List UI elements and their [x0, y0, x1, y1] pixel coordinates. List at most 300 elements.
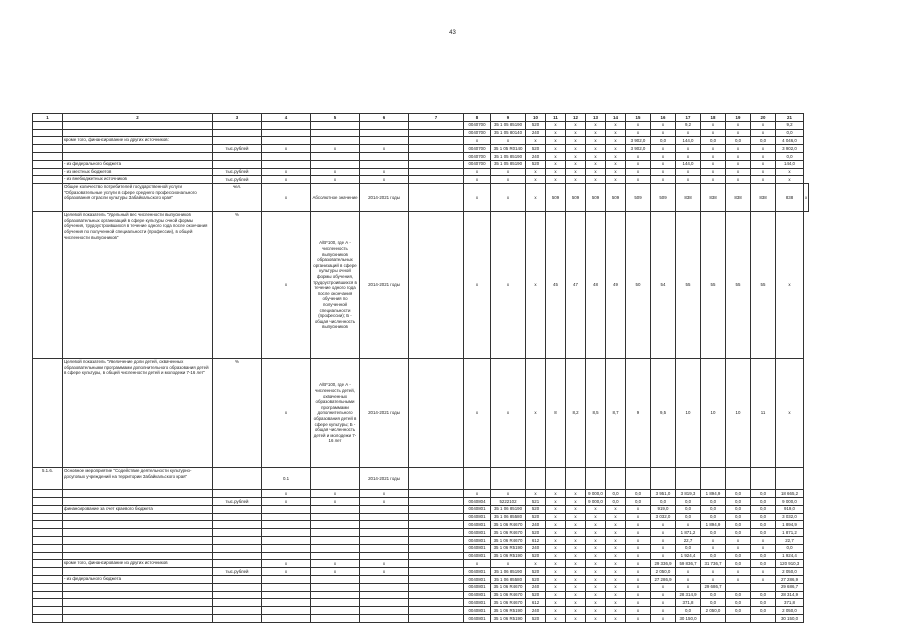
- value-cell: 0,0: [626, 497, 651, 505]
- value-cell: 3 819,3: [676, 490, 701, 498]
- column-number-header: 3: [213, 114, 262, 122]
- value-cell: 8: [546, 359, 566, 468]
- value-cell: 9,5: [651, 359, 676, 468]
- value-cell: 55: [726, 212, 751, 359]
- table-cell: [409, 560, 464, 568]
- value-cell: x: [676, 145, 701, 153]
- value-cell: 28 314,9: [776, 591, 804, 599]
- value-cell: x: [651, 521, 676, 529]
- row-number-cell: [33, 121, 63, 129]
- value-cell: 919,0: [651, 505, 676, 513]
- value-cell: x: [526, 168, 546, 176]
- value-cell: 509: [651, 184, 676, 212]
- value-cell: 0,0: [701, 137, 726, 145]
- value-cell: 120 910,3: [776, 560, 804, 568]
- value-cell: x: [606, 544, 626, 552]
- value-cell: 520: [526, 591, 546, 599]
- value-cell: 0,0: [676, 505, 701, 513]
- table-cell: x: [311, 145, 360, 153]
- column-number-header: 18: [701, 114, 726, 122]
- value-cell: x: [626, 583, 651, 591]
- value-cell: x: [804, 184, 809, 212]
- value-cell: 0040801: [464, 544, 491, 552]
- value-cell: x: [676, 583, 701, 591]
- row-number-cell: [33, 521, 63, 529]
- value-cell: 29 686,7: [776, 583, 804, 591]
- value-cell: [701, 614, 726, 622]
- table-cell: [262, 599, 311, 607]
- table-cell: [409, 544, 464, 552]
- value-cell: x: [651, 121, 676, 129]
- value-cell: 838: [776, 184, 804, 212]
- table-cell: [546, 468, 566, 490]
- value-cell: x: [586, 513, 606, 521]
- value-cell: 0,0: [751, 490, 776, 498]
- value-cell: x: [606, 599, 626, 607]
- value-cell: 0,0: [726, 560, 751, 568]
- value-cell: x: [586, 137, 606, 145]
- value-cell: 5222102: [491, 497, 526, 505]
- value-cell: 8,2: [566, 359, 586, 468]
- value-cell: x: [586, 160, 606, 168]
- value-cell: 0040700: [464, 160, 491, 168]
- value-cell: x: [566, 168, 586, 176]
- row-number-cell: [33, 607, 63, 615]
- value-cell: x: [526, 176, 546, 184]
- value-cell: x: [606, 121, 626, 129]
- table-cell: [213, 591, 262, 599]
- value-cell: x: [651, 614, 676, 622]
- value-cell: x: [546, 129, 566, 137]
- value-cell: 0040801: [464, 552, 491, 560]
- value-cell: x: [676, 575, 701, 583]
- row-number-cell: [33, 497, 63, 505]
- column-number-header: 1: [33, 114, 63, 122]
- value-cell: x: [606, 160, 626, 168]
- value-cell: x: [491, 212, 526, 359]
- value-cell: 27 286,9: [776, 575, 804, 583]
- finance-row: [33, 536, 809, 544]
- table-cell: [360, 536, 409, 544]
- value-cell: x: [606, 607, 626, 615]
- value-cell: x: [676, 152, 701, 160]
- row-number-cell: [33, 614, 63, 622]
- value-cell: x: [751, 145, 776, 153]
- value-cell: 0,0: [701, 529, 726, 537]
- value-cell: 3 032,0: [651, 513, 676, 521]
- value-cell: 1 894,9: [701, 490, 726, 498]
- item-name-cell: [63, 599, 213, 607]
- value-cell: 0,0: [751, 497, 776, 505]
- value-cell: 0040801: [464, 575, 491, 583]
- unit-cell: %: [213, 212, 262, 359]
- value-cell: 144,0: [676, 137, 701, 145]
- table-cell: x: [311, 168, 360, 176]
- value-cell: x: [751, 129, 776, 137]
- value-cell: 1 871,2: [776, 529, 804, 537]
- table-cell: [262, 521, 311, 529]
- value-cell: x: [726, 575, 751, 583]
- table-cell: [311, 607, 360, 615]
- value-cell: 144,0: [676, 160, 701, 168]
- value-cell: x: [606, 591, 626, 599]
- table-cell: [311, 468, 360, 490]
- value-cell: x: [546, 152, 566, 160]
- value-cell: x: [651, 599, 676, 607]
- value-cell: x: [701, 145, 726, 153]
- value-cell: 0,0: [751, 607, 776, 615]
- table-cell: x: [360, 568, 409, 576]
- table-cell: [262, 552, 311, 560]
- table-cell: тыс.рублей: [213, 145, 262, 153]
- value-cell: 0,0: [726, 599, 751, 607]
- finance-row: [33, 152, 809, 160]
- table-cell: [409, 490, 464, 498]
- table-cell: [262, 591, 311, 599]
- column-number-header: 6: [360, 114, 409, 122]
- finance-row: [33, 568, 809, 576]
- value-cell: 35 1 05 R0140: [491, 145, 526, 153]
- table-cell: [213, 599, 262, 607]
- value-cell: x: [726, 121, 751, 129]
- value-cell: x: [566, 552, 586, 560]
- table-cell: [213, 490, 262, 498]
- value-cell: x: [651, 536, 676, 544]
- value-cell: 10: [701, 359, 726, 468]
- value-cell: x: [566, 160, 586, 168]
- value-cell: 9 000,0: [776, 497, 804, 505]
- table-cell: [311, 521, 360, 529]
- value-cell: x: [546, 176, 566, 184]
- value-cell: x: [586, 536, 606, 544]
- value-cell: x: [701, 536, 726, 544]
- item-name-cell: [63, 121, 213, 129]
- table-cell: [213, 137, 262, 145]
- table-cell: [262, 137, 311, 145]
- value-cell: x: [626, 568, 651, 576]
- table-cell: [213, 521, 262, 529]
- value-cell: x: [546, 513, 566, 521]
- finance-row: [33, 614, 809, 622]
- value-cell: x: [776, 359, 804, 468]
- row-number-cell: [33, 359, 63, 468]
- value-cell: x: [651, 160, 676, 168]
- value-cell: x: [566, 145, 586, 153]
- value-cell: 1 894,9: [701, 521, 726, 529]
- row-number-cell: [33, 505, 63, 513]
- table-cell: [213, 552, 262, 560]
- value-cell: 0,0: [726, 552, 751, 560]
- value-cell: x: [586, 591, 606, 599]
- value-cell: x: [651, 152, 676, 160]
- table-cell: [262, 583, 311, 591]
- value-cell: x: [566, 583, 586, 591]
- table-cell: [360, 529, 409, 537]
- table-cell: x: [360, 145, 409, 153]
- item-name-cell: [63, 536, 213, 544]
- value-cell: [751, 583, 776, 591]
- value-cell: 0,0: [751, 529, 776, 537]
- value-cell: x: [546, 137, 566, 145]
- value-cell: 0,0: [701, 552, 726, 560]
- value-cell: [726, 614, 751, 622]
- value-cell: 3 902,0: [626, 145, 651, 153]
- value-cell: x: [586, 583, 606, 591]
- value-cell: x: [776, 212, 804, 359]
- table-cell: [262, 505, 311, 513]
- value-cell: x: [606, 505, 626, 513]
- value-cell: x: [651, 145, 676, 153]
- value-cell: x: [586, 176, 606, 184]
- value-cell: x: [586, 614, 606, 622]
- value-cell: 29 336,9: [651, 560, 676, 568]
- value-cell: 0,0: [606, 490, 626, 498]
- value-cell: 59 836,7: [676, 560, 701, 568]
- value-cell: 35 1 06 R4670: [491, 529, 526, 537]
- row-number-cell: [33, 513, 63, 521]
- table-cell: [360, 552, 409, 560]
- table-cell: [311, 575, 360, 583]
- item-name-cell: кроме того, финансирование из других источников: [63, 560, 213, 568]
- table-cell: [213, 575, 262, 583]
- value-cell: 0,0: [676, 497, 701, 505]
- value-cell: x: [566, 129, 586, 137]
- table-cell: [409, 536, 464, 544]
- value-cell: 35 1 06 R4670: [491, 599, 526, 607]
- value-cell: 520: [526, 121, 546, 129]
- value-cell: x: [586, 521, 606, 529]
- value-cell: x: [566, 575, 586, 583]
- value-cell: x: [626, 614, 651, 622]
- value-cell: x: [726, 536, 751, 544]
- table-cell: [311, 583, 360, 591]
- table-cell: x: [360, 490, 409, 498]
- row-number-cell: [33, 184, 63, 212]
- finance-row: [33, 552, 809, 560]
- period-cell: 2014-2021 годы: [360, 468, 409, 490]
- value-cell: x: [586, 560, 606, 568]
- table-cell: тыс.рублей: [213, 168, 262, 176]
- value-cell: x: [491, 168, 526, 176]
- table-cell: x: [262, 359, 311, 468]
- value-cell: 48: [586, 212, 606, 359]
- value-cell: 240: [526, 607, 546, 615]
- finance-row: [33, 513, 809, 521]
- row-number-cell: [33, 137, 63, 145]
- value-cell: 29 686,7: [701, 583, 726, 591]
- formula-cell: A/B*100, где А - численность детей, охваченных образовательными программами дополнительного образования детей в сфере культуры; Б - общая численность детей и молодежи 7-16 лет: [311, 359, 360, 468]
- value-cell: 9 000,0: [586, 490, 606, 498]
- value-cell: x: [586, 568, 606, 576]
- value-cell: x: [626, 599, 651, 607]
- value-cell: 919,0: [776, 505, 804, 513]
- value-cell: 0,0: [776, 544, 804, 552]
- value-cell: 1 871,2: [676, 529, 701, 537]
- value-cell: [726, 583, 751, 591]
- row-number-cell: [33, 129, 63, 137]
- value-cell: x: [626, 607, 651, 615]
- value-cell: x: [526, 490, 546, 498]
- value-cell: 11: [751, 359, 776, 468]
- value-cell: x: [464, 176, 491, 184]
- value-cell: x: [566, 521, 586, 529]
- value-cell: x: [566, 490, 586, 498]
- value-cell: 838: [726, 184, 751, 212]
- row-number-cell: [33, 168, 63, 176]
- table-cell: x: [262, 568, 311, 576]
- value-cell: x: [606, 560, 626, 568]
- value-cell: x: [726, 568, 751, 576]
- table-cell: x: [360, 497, 409, 505]
- column-number-header: 19: [726, 114, 751, 122]
- value-cell: x: [726, 168, 751, 176]
- value-cell: x: [586, 168, 606, 176]
- value-cell: x: [491, 184, 526, 212]
- main-event-name-cell: Основное мероприятие "Содействие деятельности культурно-досуговых учреждений на территории Забайкальского края": [63, 468, 213, 490]
- table-cell: [311, 160, 360, 168]
- value-cell: 520: [526, 160, 546, 168]
- value-cell: x: [676, 176, 701, 184]
- table-cell: [409, 591, 464, 599]
- value-cell: 0,0: [751, 521, 776, 529]
- value-cell: x: [676, 521, 701, 529]
- value-cell: x: [776, 176, 804, 184]
- item-name-cell: [63, 583, 213, 591]
- value-cell: x: [626, 521, 651, 529]
- value-cell: x: [606, 583, 626, 591]
- value-cell: 49: [606, 212, 626, 359]
- budget-table: [32, 113, 809, 623]
- value-cell: 0040700: [464, 152, 491, 160]
- table-cell: [409, 152, 464, 160]
- table-cell: [262, 575, 311, 583]
- table-cell: [626, 468, 651, 490]
- value-cell: x: [751, 152, 776, 160]
- value-cell: x: [566, 513, 586, 521]
- value-cell: x: [651, 129, 676, 137]
- value-cell: 0,0: [651, 137, 676, 145]
- value-cell: x: [586, 121, 606, 129]
- column-number-header: 12: [566, 114, 586, 122]
- value-cell: 240: [526, 583, 546, 591]
- value-cell: 0,0: [701, 599, 726, 607]
- table-cell: x: [262, 145, 311, 153]
- table-cell: [409, 599, 464, 607]
- value-cell: 8,5: [586, 359, 606, 468]
- table-cell: [213, 529, 262, 537]
- value-cell: x: [606, 152, 626, 160]
- table-cell: тыс.рублей: [213, 497, 262, 505]
- table-cell: [360, 575, 409, 583]
- value-cell: x: [586, 599, 606, 607]
- value-cell: x: [546, 168, 566, 176]
- item-name-cell: [63, 152, 213, 160]
- table-cell: x: [311, 497, 360, 505]
- row-number-cell: [33, 176, 63, 184]
- value-cell: x: [464, 184, 491, 212]
- finance-row: [33, 529, 809, 537]
- table-cell: [360, 583, 409, 591]
- item-name-cell: [63, 145, 213, 153]
- table-cell: [262, 152, 311, 160]
- value-cell: 509: [606, 184, 626, 212]
- value-cell: 240: [526, 544, 546, 552]
- value-cell: x: [566, 614, 586, 622]
- value-cell: x: [606, 176, 626, 184]
- value-cell: x: [701, 129, 726, 137]
- column-number-header: 10: [526, 114, 546, 122]
- value-cell: x: [586, 145, 606, 153]
- value-cell: 520: [526, 505, 546, 513]
- value-cell: x: [776, 168, 804, 176]
- value-cell: 3 902,0: [776, 145, 804, 153]
- value-cell: x: [651, 591, 676, 599]
- value-cell: [751, 614, 776, 622]
- value-cell: x: [464, 560, 491, 568]
- value-cell: x: [566, 152, 586, 160]
- value-cell: x: [701, 575, 726, 583]
- finance-row: [33, 145, 809, 153]
- table-cell: [409, 497, 464, 505]
- value-cell: 521: [526, 497, 546, 505]
- value-cell: x: [546, 145, 566, 153]
- value-cell: x: [626, 552, 651, 560]
- value-cell: 0,0: [676, 513, 701, 521]
- unit-cell: чел.: [213, 184, 262, 212]
- value-cell: x: [626, 176, 651, 184]
- value-cell: x: [606, 536, 626, 544]
- table-cell: x: [360, 176, 409, 184]
- value-cell: x: [701, 568, 726, 576]
- value-cell: x: [651, 544, 676, 552]
- table-cell: [360, 591, 409, 599]
- value-cell: x: [651, 176, 676, 184]
- value-cell: 0,0: [626, 490, 651, 498]
- value-cell: 0,0: [751, 591, 776, 599]
- value-cell: x: [546, 505, 566, 513]
- row-number-cell: [33, 490, 63, 498]
- table-cell: [213, 544, 262, 552]
- value-cell: x: [566, 599, 586, 607]
- value-cell: x: [651, 168, 676, 176]
- value-cell: 35 1 06 85190: [491, 505, 526, 513]
- row-number-cell: [33, 536, 63, 544]
- value-cell: 509: [546, 184, 566, 212]
- value-cell: x: [726, 544, 751, 552]
- table-cell: [262, 536, 311, 544]
- table-cell: [651, 468, 676, 490]
- item-name-cell: [63, 129, 213, 137]
- table-cell: x: [311, 176, 360, 184]
- value-cell: x: [546, 529, 566, 537]
- formula-cell: A/B*100, где А - численность выпускников образовательных организаций в сфере культуры очной формы обучения, трудоустроившихся в течение одного года после окончания обучения по полученной специальности (профессии); Б - общая численность выпускников: [311, 212, 360, 359]
- value-cell: 0040801: [464, 529, 491, 537]
- value-cell: x: [626, 505, 651, 513]
- value-cell: 0,0: [776, 129, 804, 137]
- table-cell: [409, 552, 464, 560]
- finance-row: [33, 497, 809, 505]
- item-name-cell: [63, 490, 213, 498]
- value-cell: x: [491, 490, 526, 498]
- value-cell: x: [701, 544, 726, 552]
- table-cell: [262, 160, 311, 168]
- value-cell: 0,0: [701, 513, 726, 521]
- value-cell: 0,0: [726, 521, 751, 529]
- value-cell: x: [464, 359, 491, 468]
- value-cell: 240: [526, 521, 546, 529]
- value-cell: x: [546, 521, 566, 529]
- value-cell: 509: [626, 184, 651, 212]
